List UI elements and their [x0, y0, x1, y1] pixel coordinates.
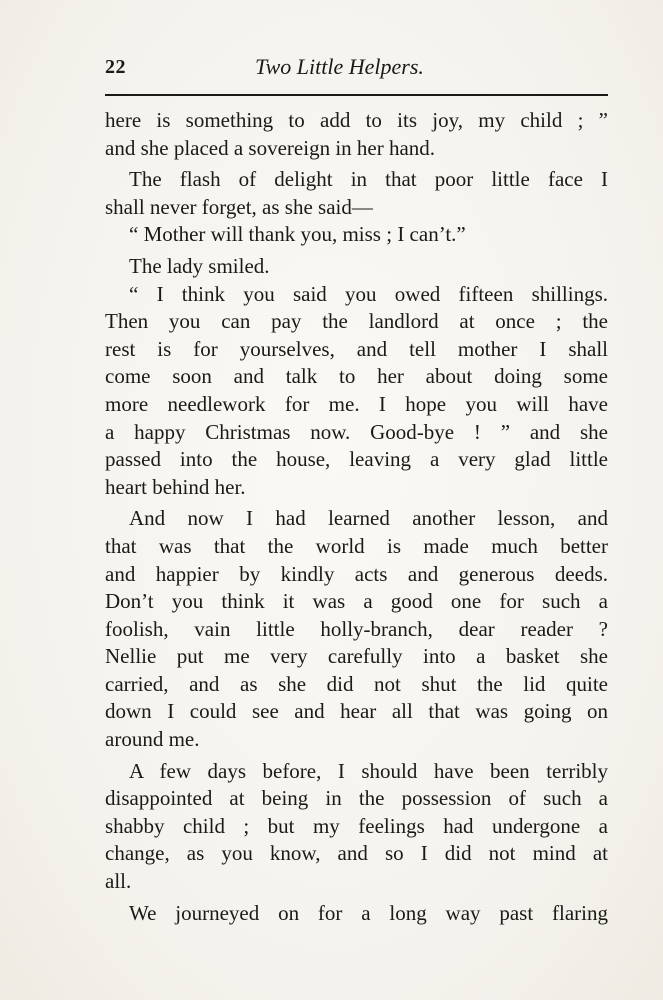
- body-text: [105, 107, 608, 927]
- text-line: Then you can pay the landlord at once ; the: [105, 309, 608, 334]
- text-line: Don’t you think it was a good one for such a: [105, 589, 608, 614]
- text-line: foolish, vain little holly-branch, dear reader ?: [105, 616, 608, 641]
- text-line: The flash of delight in that poor little face I: [129, 167, 608, 192]
- text-line: and happier by kindly acts and generous deeds.: [105, 561, 608, 586]
- text-line: shabby child ; but my feelings had undergone a: [105, 813, 608, 838]
- text-line: And now I had learned another lesson, and: [129, 506, 608, 531]
- running-title: Two Little Helpers.: [255, 54, 424, 79]
- text-line: Nellie put me very carefully into a basket she: [105, 644, 608, 669]
- text-line: more needlework for me. I hope you will have: [105, 391, 608, 416]
- text-line: here is something to add to its joy, my child ; ”: [105, 108, 608, 132]
- text-line: We journeyed on for a long way past flaring: [129, 900, 608, 925]
- header-rule: [105, 94, 608, 96]
- page-number: 22: [105, 56, 126, 78]
- text-line: around me.: [105, 727, 200, 752]
- text-line: that was that the world is made much better: [105, 533, 608, 558]
- text-line: shall never forget, as she said—: [105, 194, 373, 219]
- page-header: [105, 52, 608, 86]
- text-line: “ I think you said you owed fifteen shillings.: [129, 281, 608, 306]
- text-line: disappointed at being in the possession of such a: [105, 786, 608, 811]
- text-line: heart behind her.: [105, 474, 246, 499]
- text-line: come soon and talk to her about doing some: [105, 364, 608, 389]
- text-line: passed into the house, leaving a very glad little: [105, 447, 608, 472]
- text-line: rest is for yourselves, and tell mother I shall: [105, 336, 608, 361]
- text-line: change, as you know, and so I did not mind at: [105, 841, 608, 866]
- text-line: down I could see and hear all that was going on: [105, 699, 608, 724]
- text-line: “ Mother will thank you, miss ; I can’t.”: [129, 222, 466, 247]
- text-line: A few days before, I should have been terribly: [129, 758, 608, 783]
- text-line: The lady smiled.: [129, 253, 270, 278]
- text-line: and she placed a sovereign in her hand.: [105, 135, 436, 160]
- text-line: all.: [105, 869, 132, 894]
- text-line: carried, and as she did not shut the lid quite: [105, 671, 608, 696]
- text-line: a happy Christmas now. Good-bye ! ” and she: [105, 419, 608, 444]
